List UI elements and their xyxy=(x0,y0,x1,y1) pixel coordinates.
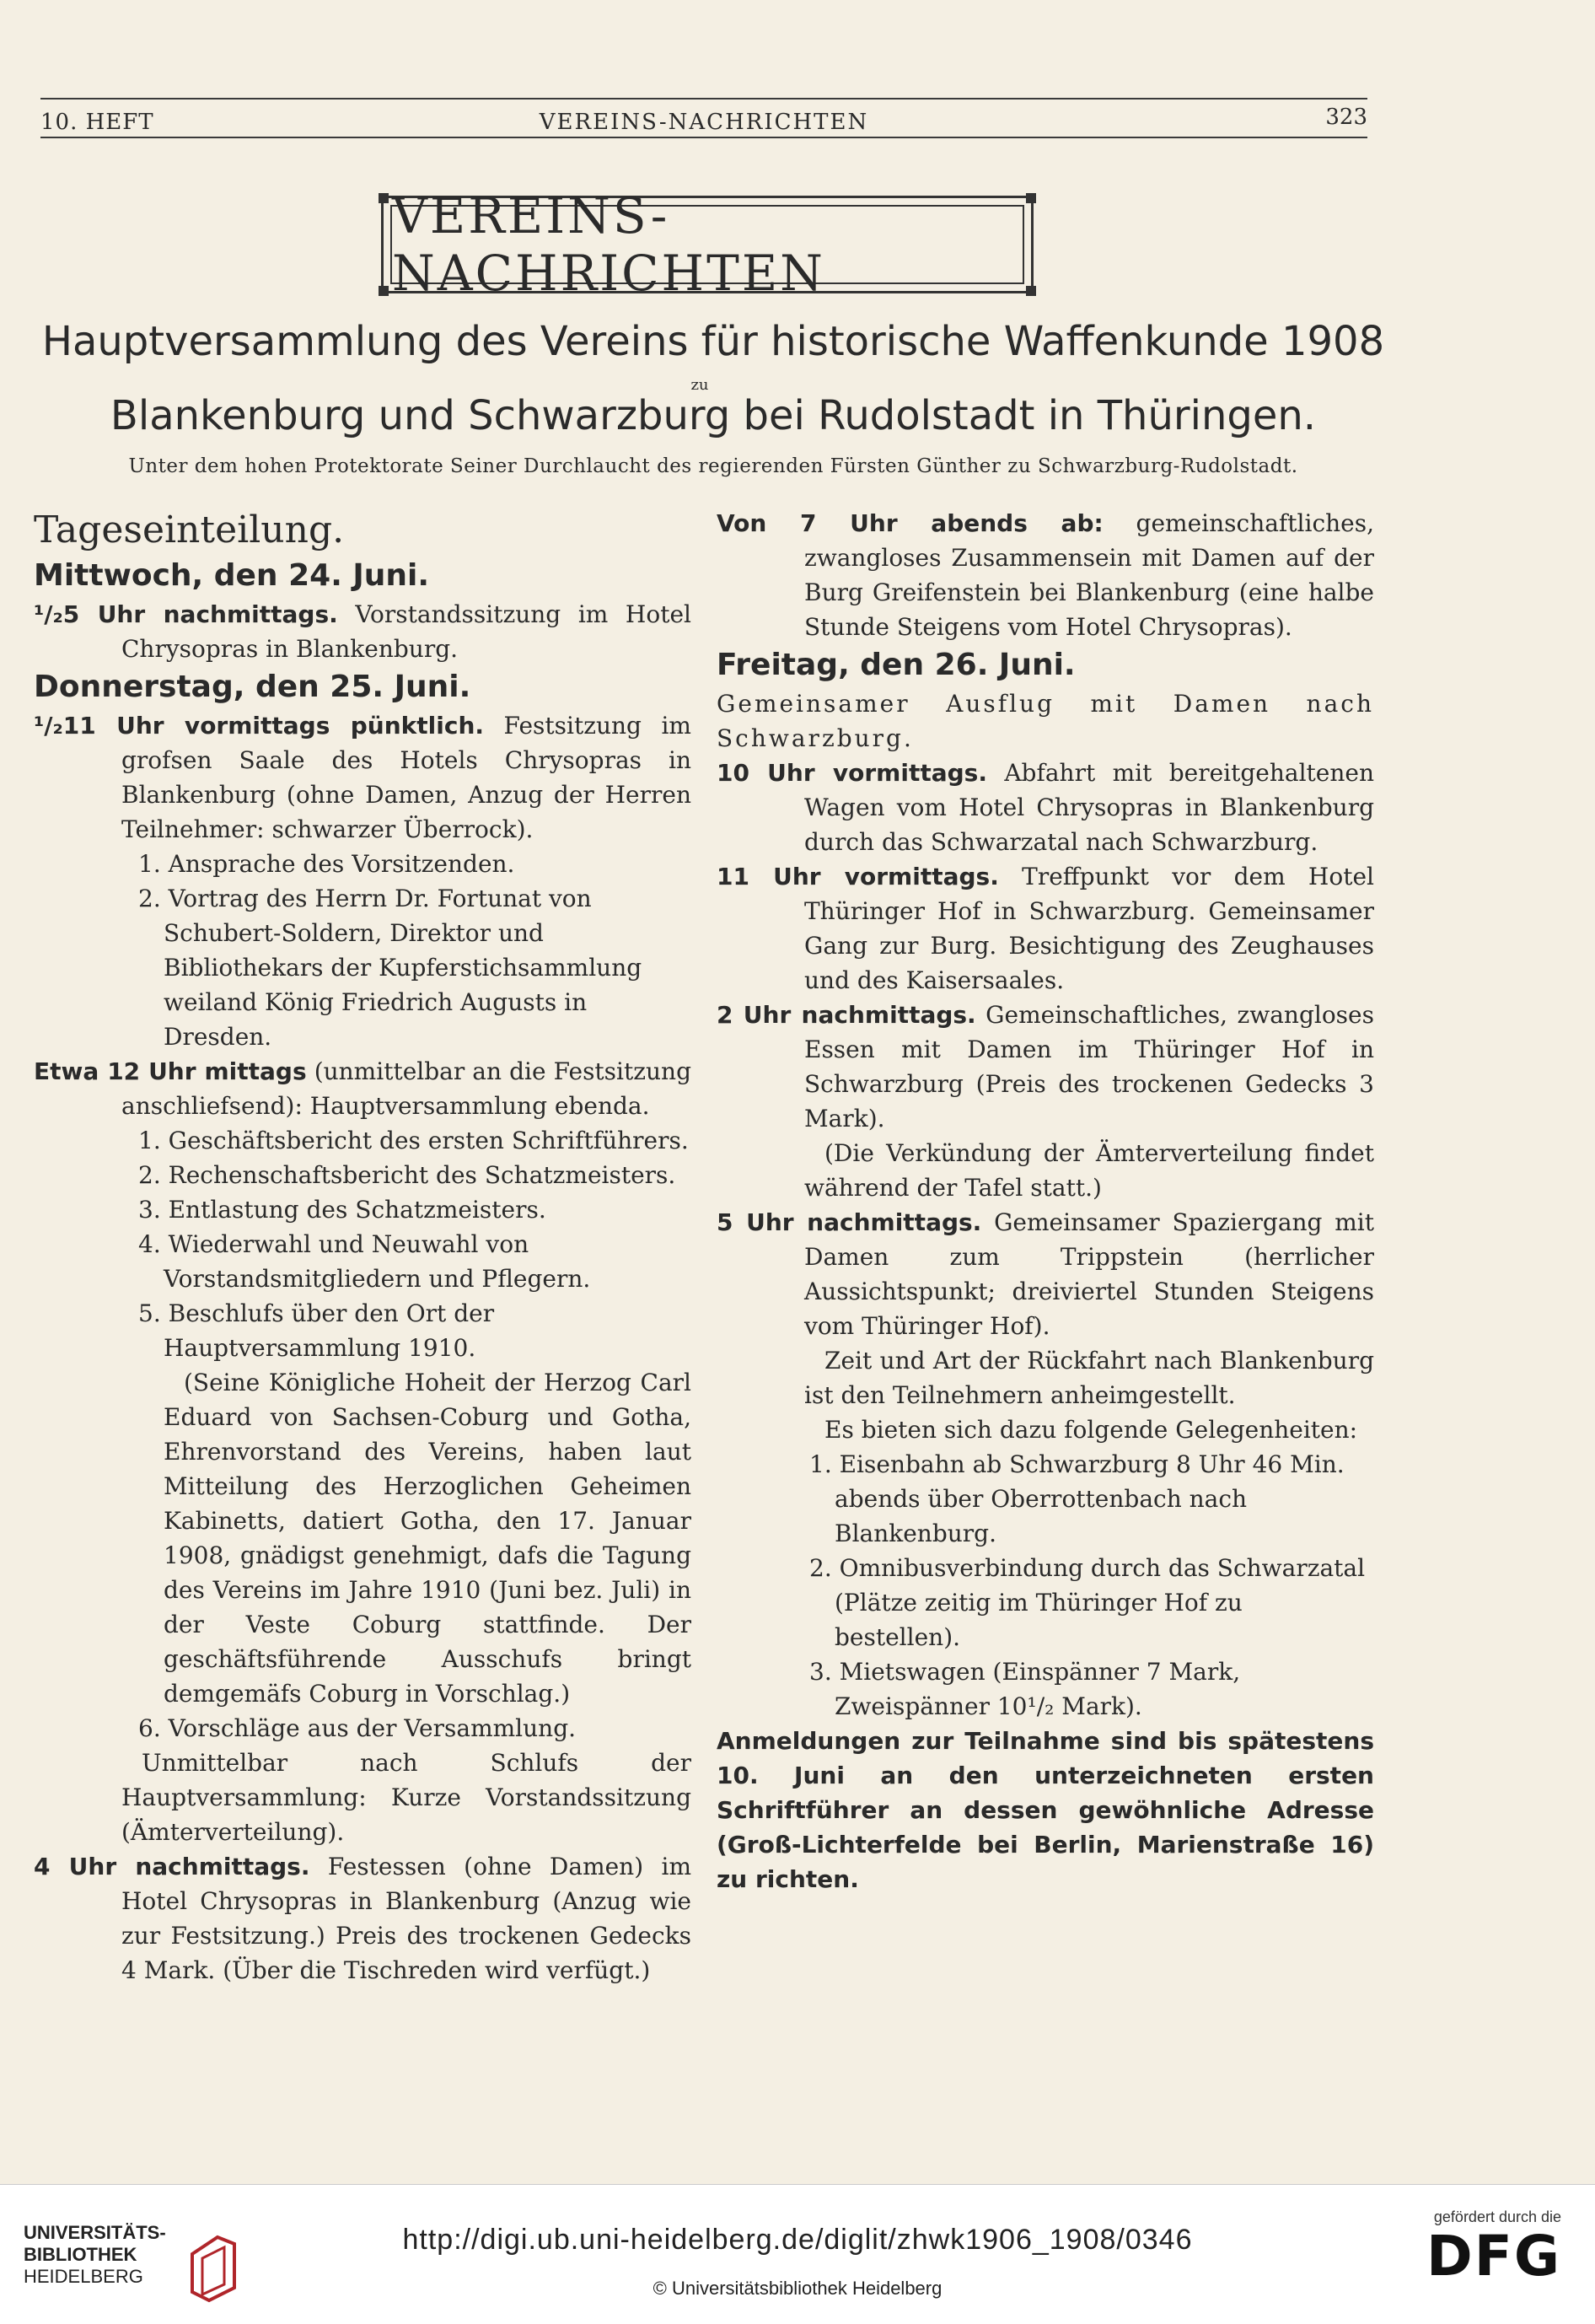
entry-text: Vorstandssitzung im Hotel Chrysopras in Blankenburg. xyxy=(121,600,691,663)
agenda-list xyxy=(34,1123,691,1365)
right-column xyxy=(717,506,1374,1896)
list-item: 2. Omnibusverbindung durch das Schwarzatal (Plätze zeitig im Thüringer Hof zu bestellen). xyxy=(809,1554,1366,1651)
protectorate-line: Unter dem hohen Protektorate Seiner Durchlaucht des regierenden Fürsten Günther zu Schwarzburg-Rudolstadt. xyxy=(128,455,1298,477)
list-item: 2. Rechenschaftsbericht des Schatzmeisters. xyxy=(138,1161,676,1189)
source-url-link[interactable]: http://digi.ub.uni-heidelberg.de/diglit/zhwk1906_1908/0346 xyxy=(402,2224,1193,2256)
list-item: 1. Eisenbahn ab Schwarzburg 8 Uhr 46 Min. abends über Oberrottenbach nach Blankenburg. xyxy=(809,1450,1345,1547)
list-item: 5. Beschlufs über den Ort der Hauptversammlung 1910. xyxy=(138,1299,495,1362)
entry-text: Treffpunkt vor dem Hotel Thüringer Hof in Schwarzburg. Gemeinsamer Gang zur Burg. Besichtigung des Zeughauses und des Kaisersaales. xyxy=(804,863,1374,994)
page-number: 323 xyxy=(1325,105,1367,130)
list-item: 3. Mietswagen (Einspänner 7 Mark, Zweispänner 10¹/₂ Mark). xyxy=(809,1658,1241,1720)
agenda-list xyxy=(34,847,691,1054)
coburg-note: (Seine Königliche Hoheit der Herzog Carl Eduard von Sachsen-Coburg und Gotha, Ehrenvorstand des Vereins, haben laut Mitteilung des Herzoglichen Geheimen Kabinetts, datiert Gotha, den 17. Januar 1908, gnädigst genehmigt, dafs die Tagung des Vereins im Jahre 1910 (Juni bez. Juli) in der Veste Coburg stattfinde. Der geschäftsführende Ausschufs bringt demgemäfs Coburg in Vorschlag.) xyxy=(164,1369,691,1708)
day-heading-friday: Freitag, den 26. Juni. xyxy=(717,648,1076,682)
schedule-entry xyxy=(34,1054,691,1123)
entry-time: 10 Uhr vormittags. xyxy=(717,759,987,787)
left-column xyxy=(34,506,691,1988)
list-item: 2. Vortrag des Herrn Dr. Fortunat von Schubert-Soldern, Direktor und Bibliothekars der Kupferstichsammlung weiland König Friedrich Augusts in Dresden. xyxy=(138,885,642,1051)
entry-time: ¹/₂11 Uhr vormittags pünktlich. xyxy=(34,712,485,740)
dfg-wordmark: DFG xyxy=(1426,2224,1561,2289)
options-note: Es bieten sich dazu folgende Gelegenheiten: xyxy=(824,1416,1358,1444)
entry-time: 2 Uhr nachmittags. xyxy=(717,1001,976,1029)
schedule-entry xyxy=(717,1205,1374,1343)
entry-text: Abfahrt mit bereitgehaltenen Wagen vom Hotel Chrysopras in Blankenburg durch das Schwarzatal nach Schwarzburg. xyxy=(804,759,1374,856)
list-item: 6. Vorschläge aus der Versammlung. xyxy=(138,1714,577,1742)
title-connector: zu xyxy=(690,376,709,394)
entry-time: ¹/₂5 Uhr nachmittags. xyxy=(34,600,338,628)
section-title: Tageseinteilung. xyxy=(34,508,345,551)
entry-time: Etwa 12 Uhr mittags xyxy=(34,1057,307,1085)
issue-label: 10. HEFT xyxy=(40,110,154,135)
schedule-entry xyxy=(717,756,1374,859)
day-subtitle: Gemeinsamer Ausflug mit Damen nach Schwarzburg. xyxy=(717,690,1374,752)
announcement-note: (Die Verkündung der Ämterverteilung findet während der Tafel statt.) xyxy=(804,1139,1374,1202)
dfg-caption: gefördert durch die xyxy=(1433,2208,1561,2225)
footer-bar xyxy=(0,2184,1595,2324)
day-heading-thursday: Donnerstag, den 25. Juni. xyxy=(34,670,471,704)
entry-text: Festsitzung im grofsen Saale des Hotels Chrysopras in Blankenburg (ohne Damen, Anzug der Herren Teilnehmer: schwarzer Überrock). xyxy=(121,712,691,843)
schedule-entry xyxy=(34,1849,691,1988)
return-note: Zeit und Art der Rückfahrt nach Blankenburg ist den Teilnehmern anheimgestellt. xyxy=(804,1347,1374,1409)
entry-text: (unmittelbar an die Festsitzung anschliefsend): Hauptversammlung ebenda. xyxy=(121,1057,692,1120)
logo-line: UNIVERSITÄTS- xyxy=(24,2222,166,2243)
registration-notice: Anmeldungen zur Teilnahme sind bis spätestens 10. Juni an den unterzeichneten ersten Schriftführer an dessen gewöhnliche Adresse (Groß-Lichterfelde bei Berlin, Marienstraße 16) zu richten. xyxy=(717,1727,1374,1893)
followup-note: Unmittelbar nach Schlufs der Hauptversammlung: Kurze Vorstandssitzung (Ämterverteilung). xyxy=(121,1749,691,1846)
logo-line: BIBLIOTHEK xyxy=(24,2244,137,2265)
schedule-entry xyxy=(717,506,1374,644)
running-head xyxy=(40,103,1367,138)
list-item: 1. Ansprache des Vorsitzenden. xyxy=(138,850,515,878)
entry-time: 11 Uhr vormittags. xyxy=(717,863,999,890)
schedule-entry xyxy=(717,998,1374,1136)
header-rule xyxy=(40,98,1367,100)
list-item: 1. Geschäftsbericht des ersten Schriftführers. xyxy=(138,1127,689,1154)
entry-time: 4 Uhr nachmittags. xyxy=(34,1853,310,1880)
schedule-entry xyxy=(34,597,691,666)
day-heading-wednesday: Mittwoch, den 24. Juni. xyxy=(34,558,430,593)
boxed-heading-text: VEREINS-NACHRICHTEN xyxy=(390,205,1024,284)
section-header: VEREINS-NACHRICHTEN xyxy=(539,110,869,135)
copyright-text: © Universitätsbibliothek Heidelberg xyxy=(652,2278,943,2299)
schedule-entry xyxy=(34,708,691,847)
entry-text: Gemeinsamer Spaziergang mit Damen zum Trippstein (herrlicher Aussichtspunkt; dreiviertel Stunden Steigens vom Thüringer Hof). xyxy=(804,1208,1374,1340)
boxed-heading xyxy=(381,187,1034,302)
entry-time: 5 Uhr nachmittags. xyxy=(717,1208,982,1236)
main-title: Hauptversammlung des Vereins für historische Waffenkunde 1908 xyxy=(41,318,1385,365)
travel-options-list xyxy=(717,1447,1374,1724)
sub-title: Blankenburg und Schwarzburg bei Rudolstadt in Thüringen. xyxy=(110,392,1317,439)
list-item: 4. Wiederwahl und Neuwahl von Vorstandsmitgliedern und Pflegern. xyxy=(138,1230,591,1293)
entry-time: Von 7 Uhr abends ab: xyxy=(717,509,1104,537)
entry-text: gemeinschaftliches, zwangloses Zusammensein mit Damen auf der Burg Greifenstein bei Blankenburg (eine halbe Stunde Steigens vom Hotel Chrysopras). xyxy=(804,509,1374,641)
dfg-logo xyxy=(1426,2208,1561,2287)
logo-line: HEIDELBERG xyxy=(24,2266,143,2287)
entry-text: Festessen (ohne Damen) im Hotel Chrysopras in Blankenburg (Anzug wie zur Festsitzung.) Preis des trockenen Gedecks 4 Mark. (Über die Tischreden wird verfügt.) xyxy=(121,1853,691,1984)
schedule-entry xyxy=(717,859,1374,998)
entry-text: Gemeinschaftliches, zwangloses Essen mit Damen im Thüringer Hof in Schwarzburg (Preis des trockenen Gedecks 3 Mark). xyxy=(804,1001,1374,1132)
list-item: 3. Entlastung des Schatzmeisters. xyxy=(138,1196,546,1224)
